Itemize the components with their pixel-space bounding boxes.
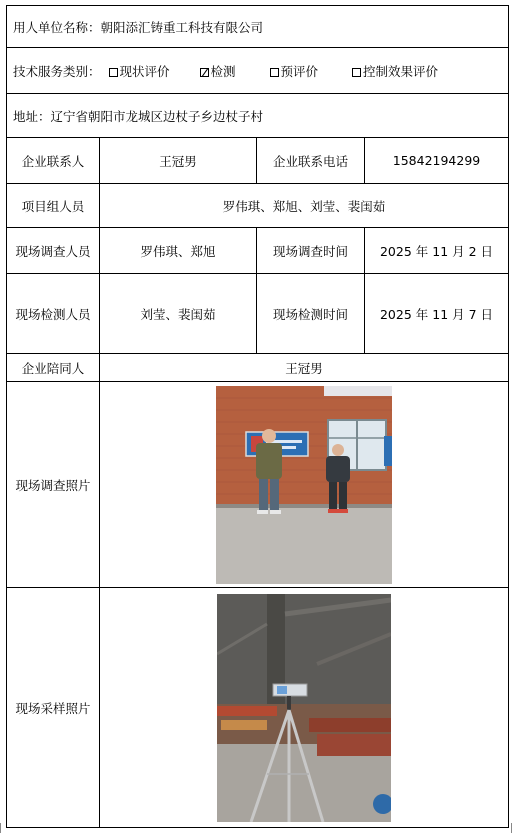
survey-staff: 罗伟琪、郑旭 <box>100 228 257 274</box>
address-value: 辽宁省朝阳市龙城区边杖子乡边杖子村 <box>50 108 264 124</box>
address-label: 地址： <box>13 108 51 124</box>
survey-photo-cell <box>100 382 509 588</box>
option-control-effect-evaluation: 控制效果评价 <box>363 63 439 79</box>
contact-label: 企业联系人 <box>7 138 100 184</box>
service-type-label: 技术服务类别： <box>13 63 101 79</box>
option-status-evaluation: 现状评价 <box>119 63 170 79</box>
address-cell <box>7 94 509 138</box>
contact-name: 王冠男 <box>100 138 257 184</box>
page-corner-right <box>501 823 512 833</box>
contact-row <box>7 138 509 184</box>
record-table <box>6 5 509 828</box>
checkbox-pre-evaluation[interactable] <box>270 68 279 77</box>
test-time-label: 现场检测时间 <box>257 274 365 354</box>
unit-row <box>7 6 509 48</box>
survey-staff-label: 现场调查人员 <box>7 228 100 274</box>
sampling-photo <box>217 594 391 822</box>
inspection-record-form <box>6 5 508 828</box>
survey-time: 2025 年 11 月 2 日 <box>365 228 509 274</box>
survey-row <box>7 228 509 274</box>
checkbox-control-effect-evaluation[interactable] <box>352 68 361 77</box>
test-staff: 刘莹、裴闺茹 <box>100 274 257 354</box>
unit-label: 用人单位名称： <box>13 19 101 35</box>
service-type-row <box>7 48 509 94</box>
service-type-cell <box>7 48 509 94</box>
checkbox-status-evaluation[interactable] <box>109 68 118 77</box>
test-row <box>7 274 509 354</box>
survey-photo-row <box>7 382 509 588</box>
sampling-photo-label: 现场采样照片 <box>7 588 100 828</box>
page-corner-left <box>0 823 11 833</box>
option-pre-evaluation: 预评价 <box>280 63 319 79</box>
test-time: 2025 年 11 月 7 日 <box>365 274 509 354</box>
survey-photo-label: 现场调查照片 <box>7 382 100 588</box>
survey-time-label: 现场调查时间 <box>257 228 365 274</box>
sampling-photo-row <box>7 588 509 828</box>
escort-name: 王冠男 <box>100 354 509 382</box>
survey-photo <box>216 386 392 584</box>
escort-row <box>7 354 509 382</box>
phone-value: 15842194299 <box>365 138 509 184</box>
sampling-photo-cell <box>100 588 509 828</box>
team-label: 项目组人员 <box>7 184 100 228</box>
checkbox-inspection[interactable] <box>200 68 209 77</box>
escort-label: 企业陪同人 <box>7 354 100 382</box>
test-staff-label: 现场检测人员 <box>7 274 100 354</box>
address-row <box>7 94 509 138</box>
unit-name: 朝阳添汇铸重工科技有限公司 <box>100 19 264 35</box>
team-row <box>7 184 509 228</box>
team-members: 罗伟琪、郑旭、刘莹、裴闺茹 <box>100 184 509 228</box>
phone-label: 企业联系电话 <box>257 138 365 184</box>
option-inspection: 检测 <box>210 63 236 79</box>
unit-cell <box>7 6 509 48</box>
